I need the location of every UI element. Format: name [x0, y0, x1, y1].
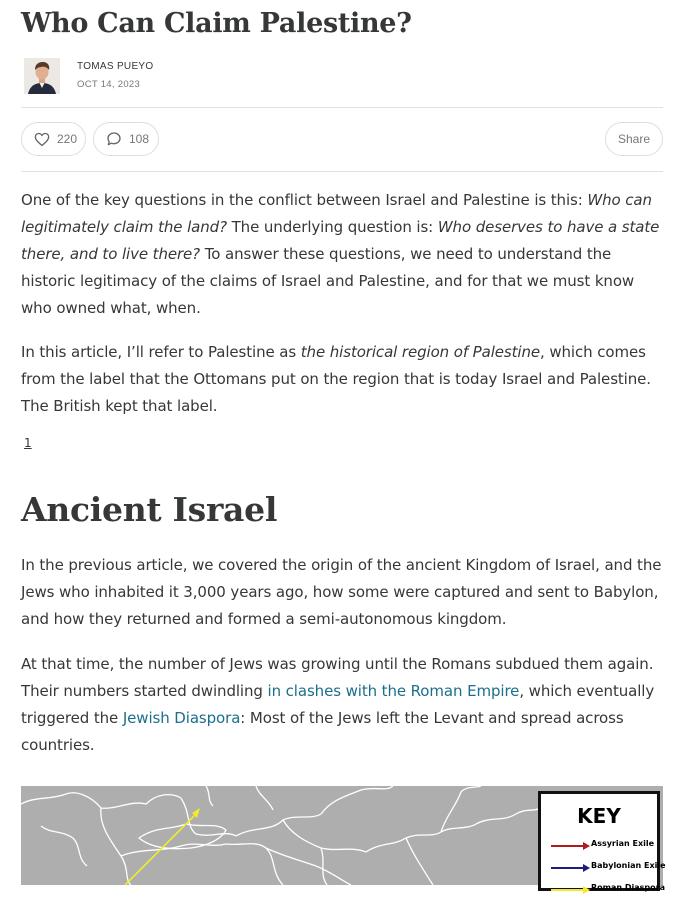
- heart-icon: [34, 132, 50, 147]
- key-label-assyrian: Assyrian Exile: [591, 839, 655, 848]
- share-label: Share: [617, 132, 651, 146]
- author-name[interactable]: TOMAS PUEYO: [77, 61, 154, 72]
- divider-top: [21, 107, 663, 108]
- babylonian-arrowhead-icon: [583, 864, 590, 872]
- p1-emphasis-2: Who deserves to have a state there, and to live there?: [21, 218, 660, 263]
- p4-text-c: : Most of the Jews left the Levant and spread across countries.: [21, 709, 624, 754]
- roman-arrow-line: [551, 889, 585, 891]
- roman-arrowhead-icon: [583, 886, 590, 894]
- roman-clashes-link[interactable]: in clashes with the Roman Empire: [267, 682, 520, 700]
- paragraph-1: [21, 187, 663, 322]
- key-label-babylonian: Babylonian Exile: [591, 861, 666, 870]
- comment-button[interactable]: [93, 122, 159, 156]
- p2-text-a: In this article, I’ll refer to Palestine as: [21, 343, 301, 361]
- like-button[interactable]: [21, 122, 86, 156]
- comment-bubble-icon: [106, 131, 122, 147]
- p4-text-b: , which eventually triggered the: [21, 682, 655, 727]
- map-key: [538, 791, 666, 892]
- p4-text-a: At that time, the number of Jews was growing until the Romans subdued them again. Their numbers started dwindling: [21, 655, 654, 700]
- p2-text-c: , which comes from the label that the Ottomans put on the region that is today Israel and Palestine. The British kept that label.: [21, 343, 651, 415]
- p1-text-a: One of the key questions in the conflict between Israel and Palestine is this:: [21, 191, 588, 209]
- divider-bottom: [21, 171, 663, 172]
- paragraph-2: [21, 339, 663, 420]
- key-item-babylonian: [551, 861, 666, 875]
- byline: [21, 56, 661, 96]
- comment-count: 108: [129, 132, 150, 146]
- diaspora-map: [21, 786, 666, 892]
- key-item-roman: [551, 883, 665, 897]
- section-heading: Ancient Israel: [21, 490, 278, 529]
- paragraph-3: [21, 552, 663, 633]
- assyrian-arrowhead-icon: [583, 842, 590, 850]
- p1-text-e: To answer these questions, we need to understand the historic legitimacy of the claims of Israel and Palestine, and for that we must know who owned what, when.: [21, 245, 635, 317]
- footnote-link[interactable]: 1: [24, 436, 32, 450]
- author-avatar[interactable]: [24, 58, 60, 94]
- assyrian-arrow-line: [551, 845, 585, 847]
- like-count: 220: [57, 132, 78, 146]
- paragraph-4: [21, 651, 663, 759]
- key-item-assyrian: [551, 839, 661, 853]
- jewish-diaspora-link[interactable]: Jewish Diaspora: [122, 709, 241, 727]
- share-button[interactable]: [605, 122, 663, 156]
- p2-emphasis: the historical region of Palestine: [300, 343, 541, 361]
- p1-emphasis-1: Who can legitimately claim the land?: [21, 191, 652, 236]
- map-key-title: KEY: [577, 804, 621, 828]
- babylonian-arrow-line: [551, 867, 585, 869]
- post-title: Who Can Claim Palestine?: [21, 8, 412, 39]
- key-label-roman: Roman Diaspora: [591, 883, 665, 892]
- p3-text: In the previous article, we covered the origin of the ancient Kingdom of Israel, and the Jews who inhabited it 3,000 years ago, how some were captured and sent to Babylon, and how they returned and formed a semi-autonomous kingdom.: [21, 556, 662, 628]
- avatar-image: [24, 58, 60, 94]
- p1-text-c: The underlying question is:: [226, 218, 438, 236]
- post-date: OCT 14, 2023: [77, 79, 141, 90]
